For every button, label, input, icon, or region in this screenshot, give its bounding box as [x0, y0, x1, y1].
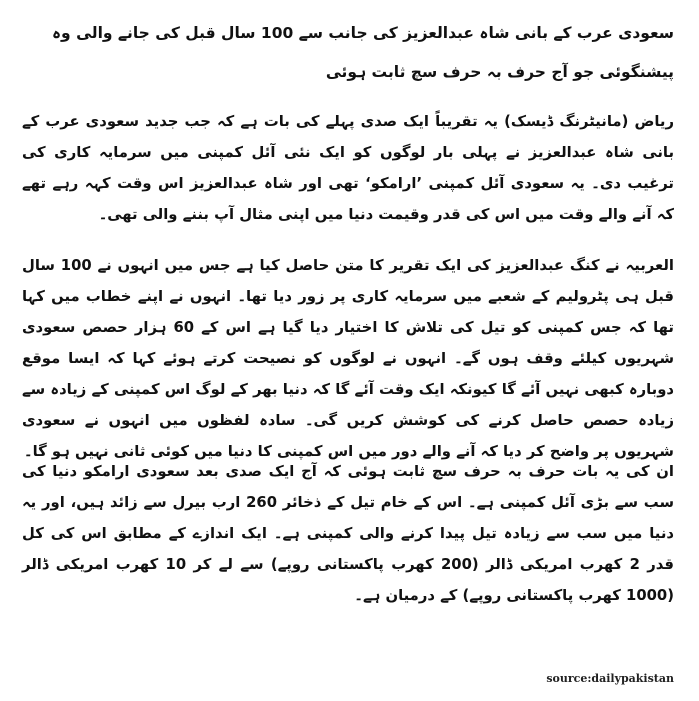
source-credit: source:dailypakistan	[546, 672, 674, 685]
article-paragraph-3: ان کی یہ بات حرف بہ حرف سچ ثابت ہوئی کہ آج ایک صدی بعد سعودی ارامکو دنیا کی سب سے بڑی آئل کمپنی ہے۔ اس کے خام تیل کے ذخائر 260 ارب بیرل سے زائد ہیں، اور یہ دنیا میں سب سے زیادہ تیل پیدا کرنے والی کمپنی ہے۔ ایک اندازے کے مطابق اس کی کل قدر 2 کھرب امریکی ڈالر (200 کھرب پاکستانی روپے) سے لے کر 10 کھرب امریکی ڈالر (1000 کھرب پاکستانی روپے) کے درمیان ہے۔	[22, 463, 674, 604]
article-paragraph-2: العربیہ نے کنگ عبدالعزیز کی ایک تقریر کا متن حاصل کیا ہے جس میں انہوں نے 100 سال قبل ہی پٹرولیم کے شعبے میں سرمایہ کاری پر زور دیا تھا۔ انہوں نے اپنے خطاب میں کہا تھا کہ جس کمپنی کو تیل کی تلاش کا اختیار دیا گیا ہے اس کے 60 ہزار حصص سعودی شہریوں کیلئے وقف ہوں گے۔ انہوں نے لوگوں کو نصیحت کرتے ہوئے کہا کہ ایسا موقع دوبارہ کبھی نہیں آئے گا کیونکہ ایک وقت آئے گا کہ دنیا بھر کے لوگ اس کمپنی کے زیادہ سے زیادہ حصص حاصل کرنے کی کوشش کریں گی۔ سادہ لفظوں میں انہوں نے سعودی شہریوں پر واضح کر دیا کہ آنے والے دور میں اس کمپنی کا دنیا میں کوئی ثانی نہیں ہو گا۔	[22, 257, 674, 460]
article-headline: سعودی عرب کے بانی شاہ عبدالعزیز کی جانب سے 100 سال قبل کی جانے والی وہ پیشنگوئی جو آج حرف بہ حرف سچ ثابت ہوئی	[51, 24, 674, 81]
article-paragraph-1: ریاض (مانیٹرنگ ڈیسک) یہ تقریباً ایک صدی پہلے کی بات ہے کہ جب جدید سعودی عرب کے بانی شاہ عبدالعزیز نے پہلی بار لوگوں کو ایک نئی آئل کمپنی میں سرمایہ کاری کی ترغیب دی۔ یہ سعودی آئل کمپنی ’ارامکو‘ تھی اور شاہ عبدالعزیز اس وقت کہہ رہے تھے کہ آنے والے وقت میں اس کی قدر وقیمت دنیا میں اپنی مثال آپ بننے والی تھی۔	[22, 113, 674, 223]
article-page	[22, 14, 674, 694]
article-body	[22, 106, 674, 611]
